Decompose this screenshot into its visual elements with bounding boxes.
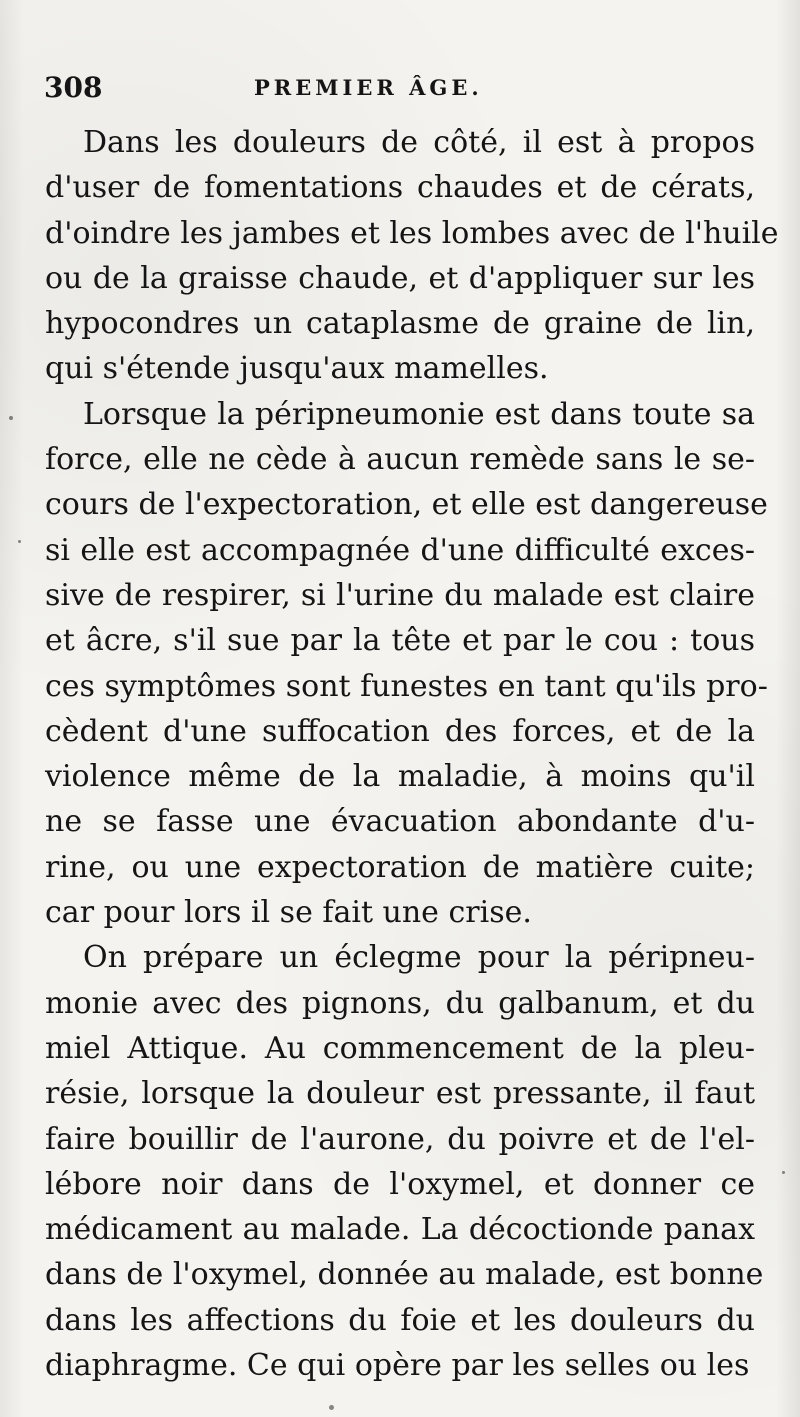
text-line: faire bouillir de l'aurone, du poivre et de l'el- [45, 1121, 755, 1157]
text-line: médicament au malade. La décoctionde panax [45, 1212, 755, 1248]
scan-speckle [18, 540, 21, 543]
text-line: force, elle ne cède à aucun remède sans le se- [45, 442, 755, 478]
paragraph-3 [45, 935, 764, 1388]
text-line: cours de l'expectoration, et elle est dangereuse [45, 487, 768, 523]
text-line: sive de respirer, si l'urine du malade est claire [45, 577, 755, 613]
text-line: miel Attique. Au commencement de la pleu- [45, 1030, 755, 1066]
text-line: violence même de la maladie, à moins qu'il [45, 759, 755, 795]
text-line: On prépare un éclegme pour la péripneu- [83, 940, 755, 976]
text-line: rine, ou une expectoration de matière cuite; [45, 849, 755, 885]
paragraph-1 [45, 120, 779, 392]
text-line: résie, lorsque la douleur est pressante, il faut [45, 1076, 755, 1112]
text-line: dans de l'oxymel, donnée au malade, est bonne [45, 1257, 764, 1293]
running-title: PREMIER ÂGE. [254, 75, 483, 100]
text-line: lébore noir dans de l'oxymel, et donner ce [45, 1166, 755, 1202]
scan-speckle [9, 416, 13, 420]
text-line: si elle est accompagnée d'une difficulté exces- [45, 532, 755, 568]
text-line: ou de la graisse chaude, et d'appliquer sur les [45, 260, 755, 296]
text-line: ne se fasse une évacuation abondante d'u- [45, 804, 755, 840]
text-line: Dans les douleurs de côté, il est à propos [83, 125, 755, 160]
text-line: car pour lors il se fait une crise. [45, 895, 532, 931]
scan-speckle [782, 1171, 785, 1174]
body-text [45, 120, 779, 1388]
text-line: monie avec des pignons, du galbanum, et du [45, 985, 755, 1021]
page-header [44, 68, 764, 108]
text-line: Lorsque la péripneumonie est dans toute sa [83, 396, 755, 432]
text-line: et âcre, s'il sue par la tête et par le cou : tous [45, 623, 755, 659]
text-line: hypocondres un cataplasme de graine de lin, [45, 306, 755, 342]
text-line: dans les affections du foie et les douleurs du [45, 1302, 755, 1338]
page-number: 308 [44, 71, 103, 104]
text-line: qui s'étende jusqu'aux mamelles. [45, 351, 549, 387]
text-line: ces symptômes sont funestes en tant qu'ils pro- [45, 668, 768, 704]
text-line: d'oindre les jambes et les lombes avec de l'huile [45, 215, 779, 251]
text-line: cèdent d'une suffocation des forces, et de la [45, 713, 755, 749]
scan-speckle [329, 1405, 334, 1410]
text-line: diaphragme. Ce qui opère par les selles ou les [45, 1348, 750, 1384]
text-line: d'user de fomentations chaudes et de cérats, [45, 170, 755, 206]
paragraph-2 [45, 392, 768, 936]
